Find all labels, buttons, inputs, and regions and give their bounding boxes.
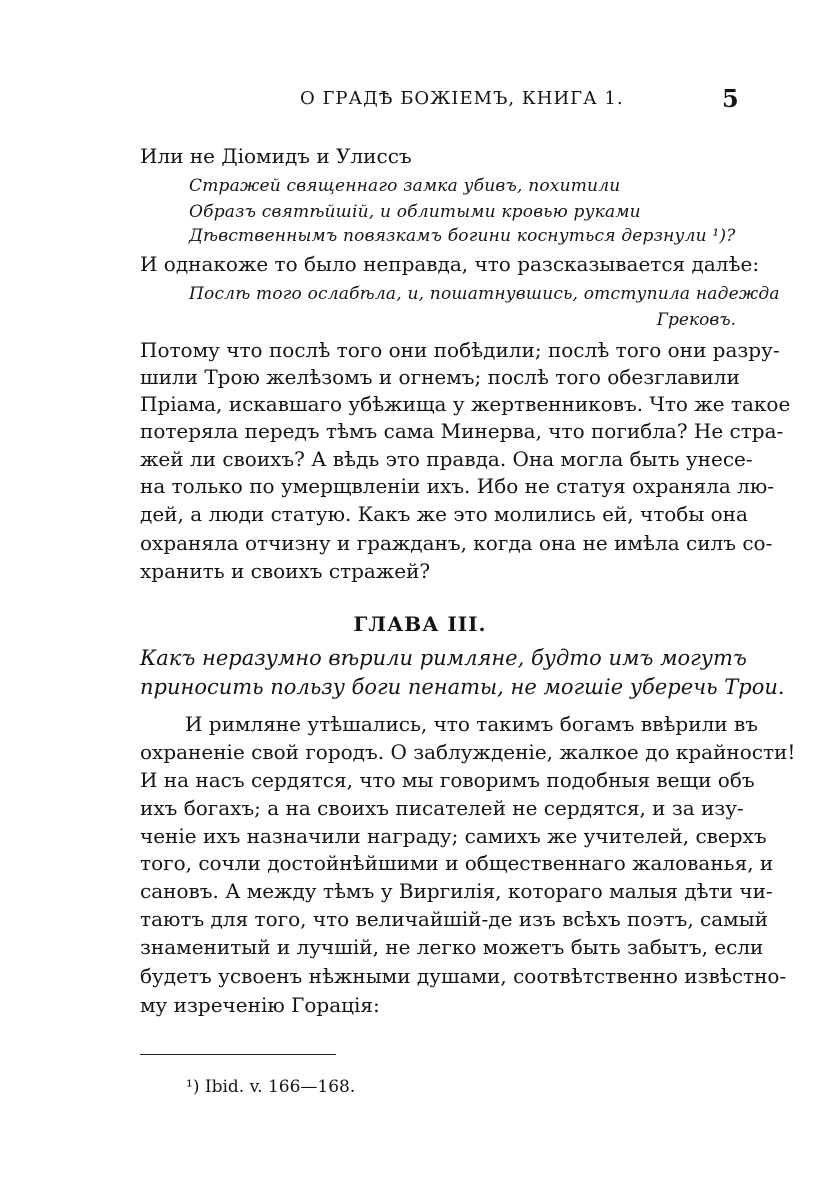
text-line: сановъ. А между тѣмъ у Виргилія, котораго малыя дѣти чи- [140, 879, 773, 903]
verse-line: Образъ святѣйшій, и облитыми кровью руками [189, 202, 641, 222]
text-line: хранить и своихъ стражей? [140, 559, 431, 583]
text-line: знаменитый и лучшій, не легко можетъ быть забытъ, если [140, 935, 764, 959]
text-line: И на насъ сердятся, что мы говоримъ подобныя вещи объ [140, 768, 755, 792]
footnote: ¹) Ibid. v. 166—168. [186, 1077, 356, 1097]
text-line: ихъ богахъ; а на своихъ писателей не сердятся, и за изу- [140, 796, 744, 820]
text-line: того, сочли достойнѣйшими и общественнаго жалованья, и [140, 851, 774, 875]
text-line: охраняла отчизну и гражданъ, когда она не имѣла силъ со- [140, 531, 773, 555]
continuation-line: И однакоже то было неправда, что разсказывается далѣе: [140, 252, 760, 276]
chapter-title: ГЛАВА III. [353, 612, 487, 636]
text-line: охраненіе свой городъ. О заблужденіе, жалкое до крайности! [140, 740, 796, 764]
text-line: И римляне утѣшались, что такимъ богамъ ввѣрили въ [185, 712, 758, 736]
quote-intro: Или не Діомидъ и Улиссъ [140, 144, 412, 168]
text-line: ченіе ихъ назначили награду; самихъ же учителей, сверхъ [140, 824, 767, 848]
verse-line: Грековъ. [656, 310, 736, 330]
text-line: потеряла передъ тѣмъ сама Минерва, что погибла? Не стра- [140, 419, 784, 443]
verse-line: Послѣ того ослабѣла, и, пошатнувшись, отступила надежда [189, 284, 780, 304]
page-number: 5 [722, 84, 739, 113]
text-line: будетъ усвоенъ нѣжными душами, соотвѣтственно извѣстно- [140, 964, 787, 988]
running-head: О ГРАДѢ БОЖІЕМЪ, КНИГА 1. [300, 88, 624, 109]
text-line: жей ли своихъ? А вѣдь это правда. Она могла быть унесе- [140, 447, 753, 471]
chapter-summary-line: Какъ неразумно вѣрили римляне, будто имъ могутъ [140, 646, 747, 670]
text-line: на только по умерщвленіи ихъ. Ибо не статуя охраняла лю- [140, 474, 775, 498]
verse-line: Стражей священнаго замка убивъ, похитили [189, 176, 621, 196]
text-line: шили Трою желѣзомъ и огнемъ; послѣ того обезглавили [140, 365, 740, 389]
text-line: му изреченію Горація: [140, 993, 380, 1017]
footnote-rule [140, 1054, 336, 1055]
text-line: Потому что послѣ того они побѣдили; послѣ того они разру- [140, 338, 780, 362]
verse-line: Дѣвственнымъ повязкамъ богини коснуться дерзнули ¹)? [189, 226, 736, 246]
text-line: Пріама, искавшаго убѣжища у жертвенниковъ. Что же такое [140, 392, 791, 416]
chapter-summary-line: приносить пользу боги пенаты, не могшіе уберечь Трои. [140, 675, 785, 699]
text-line: дей, а люди статую. Какъ же это молились ей, чтобы она [140, 502, 748, 526]
text-line: таютъ для того, что величайшій-де изъ всѣхъ поэтъ, самый [140, 907, 768, 931]
